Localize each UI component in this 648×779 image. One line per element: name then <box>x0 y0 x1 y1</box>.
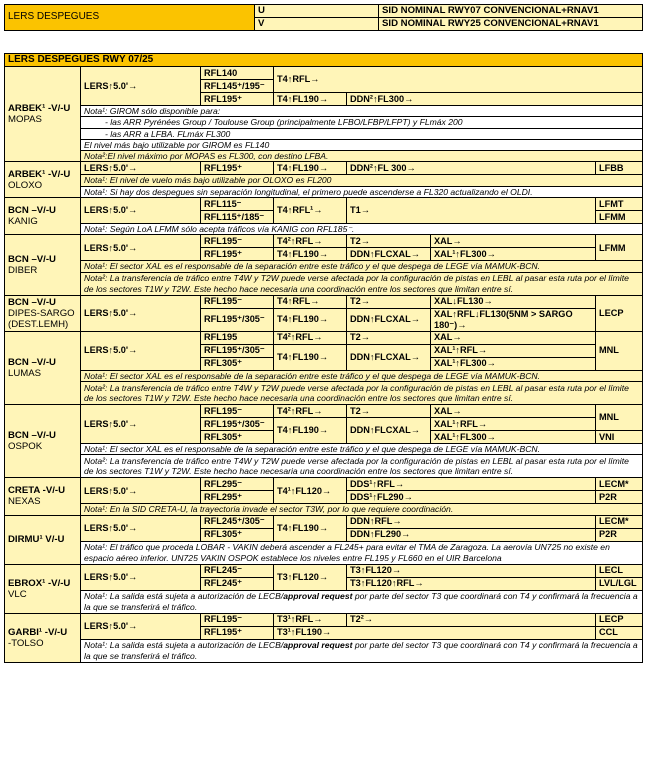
route-sub: MOPAS <box>8 114 42 126</box>
note-text: por parte del sector T3 que coordinará con T4 y confirmará la frecuencia a la que se transferirá el tráfico. <box>84 591 638 612</box>
route-sub: NEXAS <box>8 496 41 508</box>
note: Nota¹: El sector XAL es el responsable de la separación entre este tráfico y el que despega de LEGE vía MAMUK-BCN. <box>81 370 643 381</box>
airport-cell: LECP <box>596 295 643 331</box>
rfl-cell: RFL195⁺ <box>201 93 274 106</box>
sector-cell: XAL→ <box>431 235 596 248</box>
note-bold: approval request <box>283 640 353 651</box>
route-arbek-oloxo <box>5 162 81 198</box>
route-name: BCN –V/-U <box>8 356 56 368</box>
rfl-cell: RFL195⁻ <box>201 295 274 308</box>
route-sub: KANIG <box>8 216 38 228</box>
rfl-cell: RFL295⁺ <box>201 491 274 504</box>
rfl-cell: RFL195⁺ <box>201 626 274 639</box>
route-bcn-ospok <box>5 404 81 477</box>
note: El nivel más bajo utilizable por GIROM es FL140 <box>81 139 643 150</box>
route-bcn-dipes <box>5 295 81 331</box>
sector-cell: DDN↑FLCXAL→ <box>347 248 431 261</box>
header-code-v: V <box>255 18 379 31</box>
airport-cell: CCL <box>596 626 643 639</box>
airport-cell: LECL <box>596 564 643 577</box>
route-arbek-mopas <box>5 67 81 162</box>
note: - las ARR a LFBA. FLmáx FL300 <box>81 128 643 139</box>
rfl-cell: RFL295⁻ <box>201 478 274 491</box>
sector-cell: T4²↑RFL→ <box>274 235 347 248</box>
route-bcn-kanig <box>5 198 81 235</box>
airport-cell: LFMM <box>596 235 643 261</box>
note: Nota²: La transferencia de tráfico entre T4W y T2W puede verse afectada por la configuración de pistas en LEBL al pasar esta ruta por el límite de los sectores T1W y T2W. Este hecho hace necesaria una coordinación entre los sectores que limitan entre sí. <box>81 272 643 295</box>
sector-cell: T4↑RFL→ <box>274 295 347 308</box>
note: Nota¹: El nivel de vuelo más bajo utilizable por OLOXO es FL200 <box>81 175 643 186</box>
lers-cell: LERS↑5.0'→ <box>81 515 201 541</box>
route-sub: DIBER <box>8 265 38 277</box>
airport-cell: LFMT <box>596 198 643 211</box>
route-sub: OLOXO <box>8 179 43 191</box>
route-sub: DIPES-SARGO (DEST.LEMH) <box>8 307 75 330</box>
lers-cell: LERS↑5.0'→ <box>81 478 201 504</box>
route-name: CRETA -V/-U <box>8 485 66 497</box>
sector-cell: T4↑RFL¹→ <box>274 198 347 224</box>
sector-cell: T2²→ <box>347 613 596 626</box>
sector-cell: T4↑FL190→ <box>274 162 347 175</box>
sector-cell: T3¹↑RFL→ <box>274 613 347 626</box>
rfl-cell: RFL245⁻ <box>201 564 274 577</box>
rfl-cell: RFL305⁺ <box>201 357 274 370</box>
header-table <box>4 4 643 31</box>
route-name: BCN –V/-U <box>8 296 56 308</box>
sector-cell: T2→ <box>347 331 431 344</box>
note: Nota¹: Si hay dos despegues sin separación longitudinal, el primero puede ascenderse a FL320 actualizando el OLDI. <box>81 186 643 197</box>
route-creta-nexas <box>5 478 81 515</box>
rfl-cell: RFL195⁺ <box>201 162 274 175</box>
note <box>81 590 643 613</box>
header-desc-v: SID NOMINAL RWY25 CONVENCIONAL+RNAV1 <box>379 18 643 31</box>
lers-cell: LERS↑5.0'→ <box>81 235 201 261</box>
sector-cell: T2→ <box>347 404 431 417</box>
airport-cell: LECM* <box>596 515 643 528</box>
note-text: Nota¹: La salida está sujeta a autorización de LECB/ <box>84 640 284 651</box>
sector-cell: T4↑FL190→ <box>274 93 347 106</box>
lers-cell: LERS↑5.0'→ <box>81 67 201 106</box>
route-bcn-diber <box>5 235 81 295</box>
airport-cell: LECP <box>596 613 643 626</box>
route-name: ARBEK¹ -V/-U <box>8 103 71 115</box>
note: - las ARR Pyrénées Group / Toulouse Group (principalmente LFBO/LFBP/LFPT) y FLmáx 200 <box>81 117 643 128</box>
sector-cell: T4²↑RFL→ <box>274 404 347 417</box>
note: Nota¹: El tráfico que proceda LOBAR - VAKIN deberá ascender a FL245+ para evitar el TMA de Zaragoza. La aerovía UN725 no existe en espacio aéreo inferior. UN725 VAKIN OSPOK establece los niveles entre FL195 y FL660 en el UIR Barcelona <box>81 541 643 564</box>
note: Nota²: La transferencia de tráfico entre T4W y T2W puede verse afectada por la configuración de pistas en LEBL al pasar esta ruta por el límite de los sectores T1W y T2W. Este hecho hace necesaria una coordinación entre los sectores que limitan entre sí. <box>81 381 643 404</box>
sector-cell: XAL¹↑FL300→ <box>431 430 596 443</box>
rfl-cell: RFL145⁺/195⁻ <box>201 80 274 93</box>
sector-cell: T4²↑RFL→ <box>274 331 347 344</box>
lers-cell: LERS↑5.0'→ <box>81 331 201 370</box>
airport-cell: VNI <box>596 430 643 443</box>
sector-cell: DDN↑FL290→ <box>347 528 596 541</box>
note <box>81 639 643 662</box>
airport-cell: LECM* <box>596 478 643 491</box>
route-dirmu <box>5 515 81 564</box>
rfl-cell: RFL245⁺ <box>201 577 274 590</box>
sector-cell: T3↑FL120→ <box>274 564 347 590</box>
sector-cell: T4↑RFL→ <box>274 67 643 93</box>
route-name: BCN –V/-U <box>8 430 56 442</box>
sector-cell: XAL¹↑RFL→ <box>431 344 596 357</box>
note-bold: approval request <box>283 591 353 602</box>
sector-cell: T4↑FL190→ <box>274 515 347 541</box>
rfl-cell: RFL305⁺ <box>201 430 274 443</box>
lers-cell: LERS↑5.0'→ <box>81 198 201 224</box>
header-code-u: U <box>255 5 379 18</box>
sector-cell: DDN²↑FL300→ <box>347 93 643 106</box>
sector-cell: T2→ <box>347 295 431 308</box>
sector-cell: DDS¹↑RFL→ <box>347 478 596 491</box>
route-bcn-lumas <box>5 331 81 404</box>
route-name: DIRMU¹ V/-U <box>8 534 65 546</box>
route-garbi <box>5 613 81 662</box>
lers-cell: LERS↑5.0'→ <box>81 564 201 590</box>
route-sub: VLC <box>8 588 27 600</box>
route-name: EBROX¹ -V/-U <box>8 577 71 589</box>
header-desc-u: SID NOMINAL RWY07 CONVENCIONAL+RNAV1 <box>379 5 643 18</box>
airport-cell: LFMM <box>596 211 643 224</box>
note-text: por parte del sector T3 que coordinará con T4 y confirmará la frecuencia a la que se transferirá el tráfico. <box>84 640 638 661</box>
lers-cell: LERS↑5.0'→ <box>81 162 201 175</box>
sector-cell: XAL↑RFL↓FL130(5NM > SARGO 180⁻)→ <box>431 308 596 331</box>
airport-cell: LFBB <box>596 162 643 175</box>
airport-cell: MNL <box>596 404 643 430</box>
rfl-cell: RFL115⁻ <box>201 198 274 211</box>
note-text: Nota¹: La salida está sujeta a autorización de LECB/ <box>84 591 284 602</box>
note: Nota²: La transferencia de tráfico entre T4W y T2W puede verse afectada por la configuración de pistas en LEBL al pasar esta ruta por el límite de los sectores T1W y T2W. Este hecho hace necesaria una coordinación entre los sectores que limitan entre sí. <box>81 455 643 478</box>
sector-cell: T4↑FL190→ <box>274 308 347 331</box>
route-name: GARBI¹ -V/-U <box>8 626 68 638</box>
sector-cell: XAL→ <box>431 331 596 344</box>
note: Nota¹: El sector XAL es el responsable de la separación entre este tráfico y el que despega de LEGE vía MAMUK-BCN. <box>81 443 643 454</box>
sector-cell: DDN↑FLCXAL→ <box>347 344 431 370</box>
rfl-cell: RFL195⁻ <box>201 404 274 417</box>
rfl-cell: RFL195 <box>201 331 274 344</box>
note: Nota²:El nivel máximo por MOPAS es FL300, con destino LFBA. <box>81 151 643 162</box>
rfl-cell: RFL195⁻ <box>201 235 274 248</box>
route-name: BCN –V/-U <box>8 205 56 217</box>
lers-cell: LERS↑5.0'→ <box>81 404 201 443</box>
sector-cell: T4↑FL190→ <box>274 417 347 443</box>
rfl-cell: RFL195⁻ <box>201 613 274 626</box>
lers-cell: LERS↑5.0'→ <box>81 613 201 639</box>
sector-cell: XAL→ <box>431 404 596 417</box>
rfl-cell: RFL195⁺/305⁻ <box>201 417 274 430</box>
note: Nota¹: En la SID CRETA-U, la trayectoria invade el sector T3W, por lo que requiere coordinación. <box>81 504 643 515</box>
route-sub: OSPOK <box>8 441 43 453</box>
route-sub: -TOLSO <box>8 637 44 649</box>
rfl-cell: RFL195⁺ <box>201 248 274 261</box>
sector-cell: T4↑FL190→ <box>274 248 347 261</box>
sector-cell: DDN²↑FL 300→ <box>347 162 596 175</box>
route-ebrox <box>5 564 81 613</box>
sector-cell: XAL¹↑FL300→ <box>431 248 596 261</box>
rfl-cell: RFL305⁺ <box>201 528 274 541</box>
airport-cell: MNL <box>596 331 643 370</box>
sector-cell: XAL↓FL130→ <box>431 295 596 308</box>
note: Nota¹: GIROM sólo disponible para: <box>81 106 643 117</box>
sector-cell: T3↑FL120↑RFL→ <box>347 577 596 590</box>
airport-cell: P2R <box>596 528 643 541</box>
note: Nota¹: El sector XAL es el responsable de la separación entre este tráfico y el que despega de LEGE vía MAMUK-BCN. <box>81 261 643 272</box>
header-title: LERS DESPEGUES <box>5 5 255 31</box>
sector-cell: XAL¹↑RFL→ <box>431 417 596 430</box>
sector-cell: XAL¹↑FL300→ <box>431 357 596 370</box>
section-title: LERS DESPEGUES RWY 07/25 <box>5 54 643 67</box>
rfl-cell: RFL115⁺/185⁻ <box>201 211 274 224</box>
note: Nota¹: Según LoA LFMM sólo acepta tráficos vía KANIG con RFL185⁻. <box>81 224 643 235</box>
sector-cell: T1→ <box>347 198 596 224</box>
route-name: ARBEK¹ -V/-U <box>8 168 71 180</box>
sector-cell: DDN↑FLCXAL→ <box>347 308 431 331</box>
rfl-cell: RFL245⁺/305⁻ <box>201 515 274 528</box>
sector-cell: T2→ <box>347 235 431 248</box>
sector-cell: T3¹↑FL190→ <box>274 626 596 639</box>
lers-cell: LERS↑5.0'→ <box>81 295 201 331</box>
sector-cell: DDN↑RFL→ <box>347 515 596 528</box>
departures-table <box>4 53 643 663</box>
rfl-cell: RFL140 <box>201 67 274 80</box>
rfl-cell: RFL195⁺/305⁻ <box>201 308 274 331</box>
airport-cell: P2R <box>596 491 643 504</box>
rfl-cell: RFL195⁺/305⁻ <box>201 344 274 357</box>
sector-cell: T3↑FL120→ <box>347 564 596 577</box>
route-name: BCN –V/-U <box>8 254 56 266</box>
route-sub: LUMAS <box>8 367 42 379</box>
airport-cell: LVL/LGL <box>596 577 643 590</box>
sector-cell: DDS¹↑FL290→ <box>347 491 596 504</box>
sector-cell: T4¹↑FL120→ <box>274 478 347 504</box>
sector-cell: T4↑FL190→ <box>274 344 347 370</box>
sector-cell: DDN↑FLCXAL→ <box>347 417 431 443</box>
